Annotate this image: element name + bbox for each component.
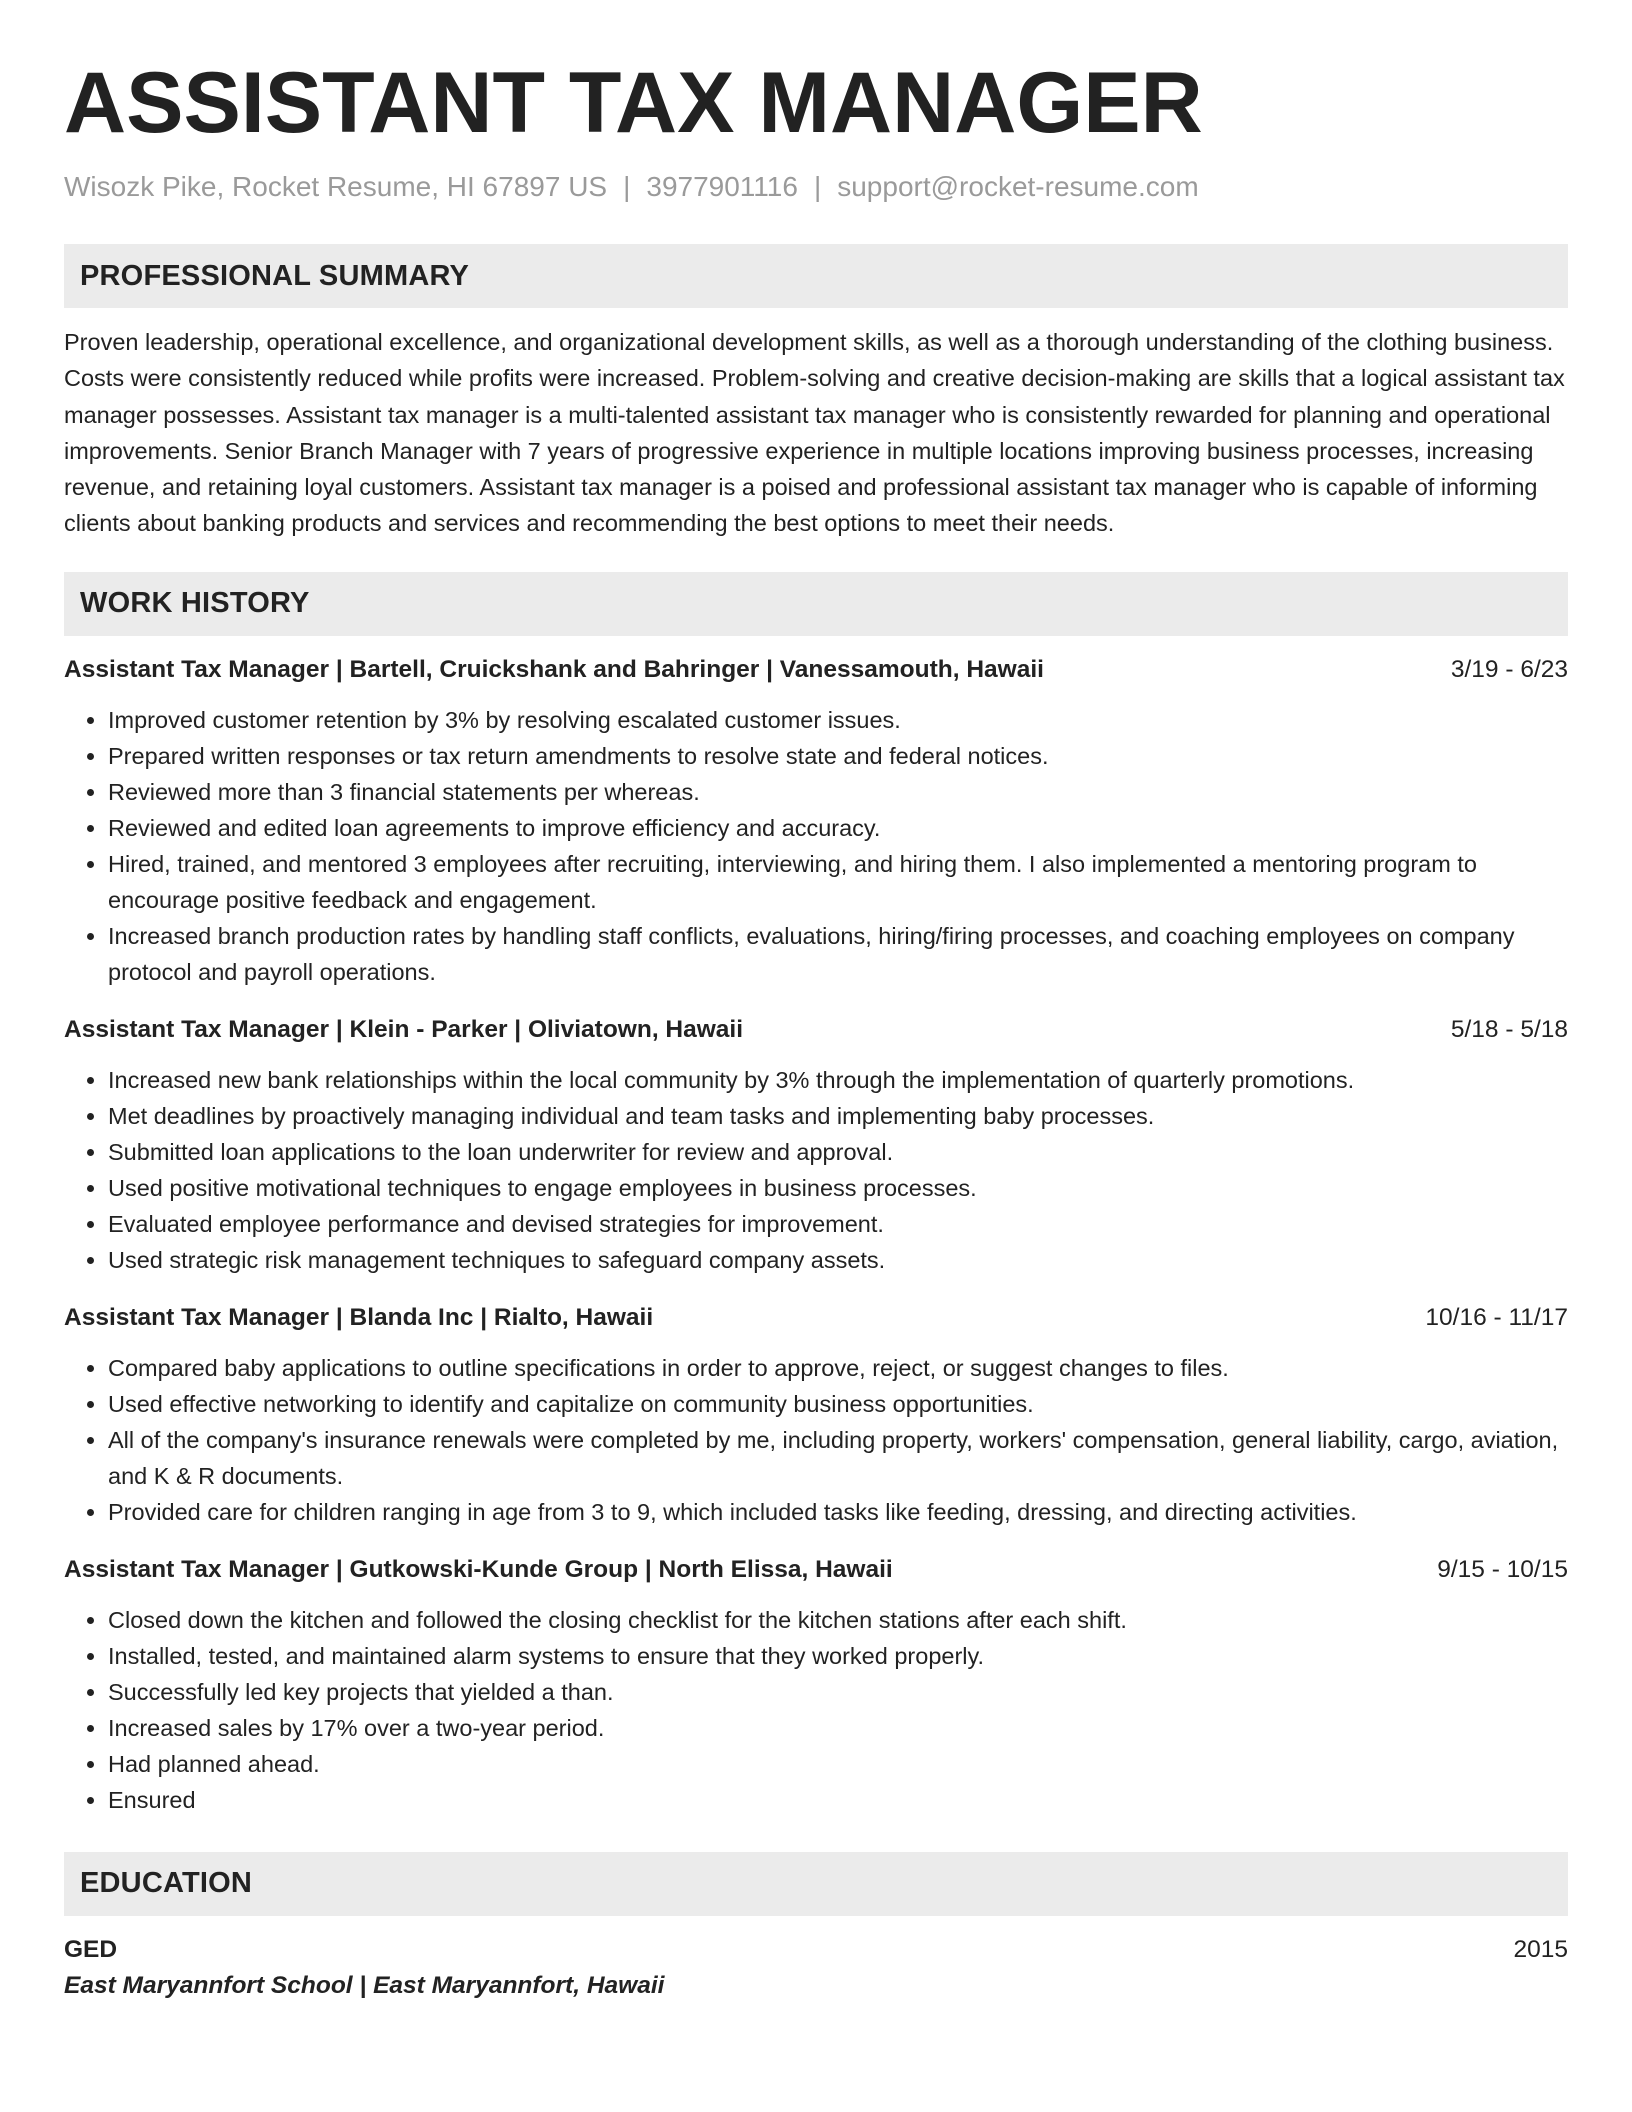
job-header [64, 652, 1568, 688]
job-header [64, 1012, 1568, 1048]
job-bullet: • Reviewed and edited loan agreements to improve efficiency and accuracy. [108, 810, 1568, 846]
job-heading: Assistant Tax Manager | Blanda Inc | Rialto, Hawaii [64, 1303, 654, 1331]
summary-section-header [64, 244, 1568, 308]
job-bullet: • All of the company's insurance renewals were completed by me, including property, workers' compensation, general liability, cargo, aviation, and K & R documents. [108, 1422, 1568, 1494]
job-bullet: • Evaluated employee performance and devised strategies for improvement. [108, 1206, 1568, 1242]
job-bullet: • Improved customer retention by 3% by resolving escalated customer issues. [108, 702, 1568, 738]
contact-phone: 3977901116 [646, 171, 798, 202]
job-dates: 9/15 - 10/15 [1437, 1555, 1568, 1583]
education-section-title: EDUCATION [80, 1867, 253, 1900]
contact-separator: | [623, 171, 631, 202]
job-bullet: • Closed down the kitchen and followed the closing checklist for the kitchen stations after each shift. [108, 1602, 1568, 1638]
work-section-title: WORK HISTORY [80, 587, 310, 620]
job-bullet: • Had planned ahead. [108, 1746, 1568, 1782]
job-bullet: • Increased branch production rates by handling staff conflicts, evaluations, hiring/firing processes, and coaching employees on company protocol and payroll operations. [108, 918, 1568, 990]
summary-text: Proven leadership, operational excellence, and organizational development skills, as well as a thorough understanding of the clothing business. Costs were consistently reduced while profits were increased. Problem-solving and creative decision-making are skills that a logical assistant tax manager possesses. Assistant tax manager is a multi-talented assistant tax manager who is consistently rewarded for planning and operational improvements. Senior Branch Manager with 7 years of progressive experience in multiple locations improving business processes, increasing revenue, and retaining loyal customers. Assistant tax manager is a poised and professional assistant tax manager who is capable of informing clients about banking products and services and recommending the best options to meet their needs. [64, 329, 1565, 537]
job-header [64, 1300, 1568, 1336]
contact-separator: | [813, 171, 822, 202]
job-bullet: • Submitted loan applications to the loan underwriter for review and approval. [108, 1134, 1568, 1170]
job-heading: Assistant Tax Manager | Bartell, Cruickshank and Bahringer | Vanessamouth, Hawaii [64, 655, 1044, 683]
education-degree: GED [64, 1935, 118, 1963]
work-section-header [64, 572, 1568, 636]
job-bullet: • Increased sales by 17% over a two-year period. [108, 1710, 1568, 1746]
job-entry [64, 1552, 1568, 1818]
job-bullet: • Used positive motivational techniques to engage employees in business processes. [108, 1170, 1568, 1206]
contact-email: support@rocket-resume.com [837, 171, 1199, 202]
contact-line [64, 170, 1568, 204]
education-entry [64, 1932, 1568, 2004]
job-bullet: • Prepared written responses or tax return amendments to resolve state and federal notices. [108, 738, 1568, 774]
job-bullets [64, 702, 1568, 990]
job-bullets [64, 1350, 1568, 1530]
summary-section-title: PROFESSIONAL SUMMARY [80, 259, 470, 292]
job-bullet: • Ensured [108, 1782, 1568, 1818]
education-section-header [64, 1852, 1568, 1916]
education-year: 2015 [1513, 1935, 1568, 1963]
education-header [64, 1932, 1568, 1968]
job-bullet: • Compared baby applications to outline specifications in order to approve, reject, or suggest changes to files. [108, 1350, 1568, 1386]
job-heading: Assistant Tax Manager | Gutkowski-Kunde Group | North Elissa, Hawaii [64, 1555, 893, 1583]
job-dates: 10/16 - 11/17 [1425, 1303, 1568, 1331]
job-bullet: • Reviewed more than 3 financial statements per whereas. [108, 774, 1568, 810]
job-entry [64, 652, 1568, 990]
job-entry [64, 1300, 1568, 1530]
job-heading: Assistant Tax Manager | Klein - Parker | Oliviatown, Hawaii [64, 1015, 744, 1043]
job-dates: 5/18 - 5/18 [1450, 1015, 1568, 1043]
job-bullet: • Used strategic risk management techniques to safeguard company assets. [108, 1242, 1568, 1278]
job-bullet: • Increased new bank relationships within the local community by 3% through the implementation of quarterly promotions. [108, 1062, 1568, 1098]
job-bullet: • Met deadlines by proactively managing individual and team tasks and implementing baby processes. [108, 1098, 1568, 1134]
job-bullet: • Hired, trained, and mentored 3 employees after recruiting, interviewing, and hiring them. I also implemented a mentoring program to encourage positive feedback and engagement. [108, 846, 1568, 918]
job-entry [64, 1012, 1568, 1278]
job-bullets [64, 1602, 1568, 1818]
contact-address: Wisozk Pike, Rocket Resume, HI 67897 US [64, 171, 608, 202]
job-bullet: • Used effective networking to identify and capitalize on community business opportunities. [108, 1386, 1568, 1422]
job-header [64, 1552, 1568, 1588]
education-school: East Maryannfort School | East Maryannfort, Hawaii [64, 1971, 665, 1999]
job-bullet: • Installed, tested, and maintained alarm systems to ensure that they worked properly. [108, 1638, 1568, 1674]
job-bullet: • Provided care for children ranging in age from 3 to 9, which included tasks like feeding, dressing, and directing activities. [108, 1494, 1568, 1530]
candidate-title: ASSISTANT TAX MANAGER [64, 55, 1203, 151]
job-bullets [64, 1062, 1568, 1278]
job-bullet: • Successfully led key projects that yielded a than. [108, 1674, 1568, 1710]
job-dates: 3/19 - 6/23 [1450, 655, 1568, 683]
